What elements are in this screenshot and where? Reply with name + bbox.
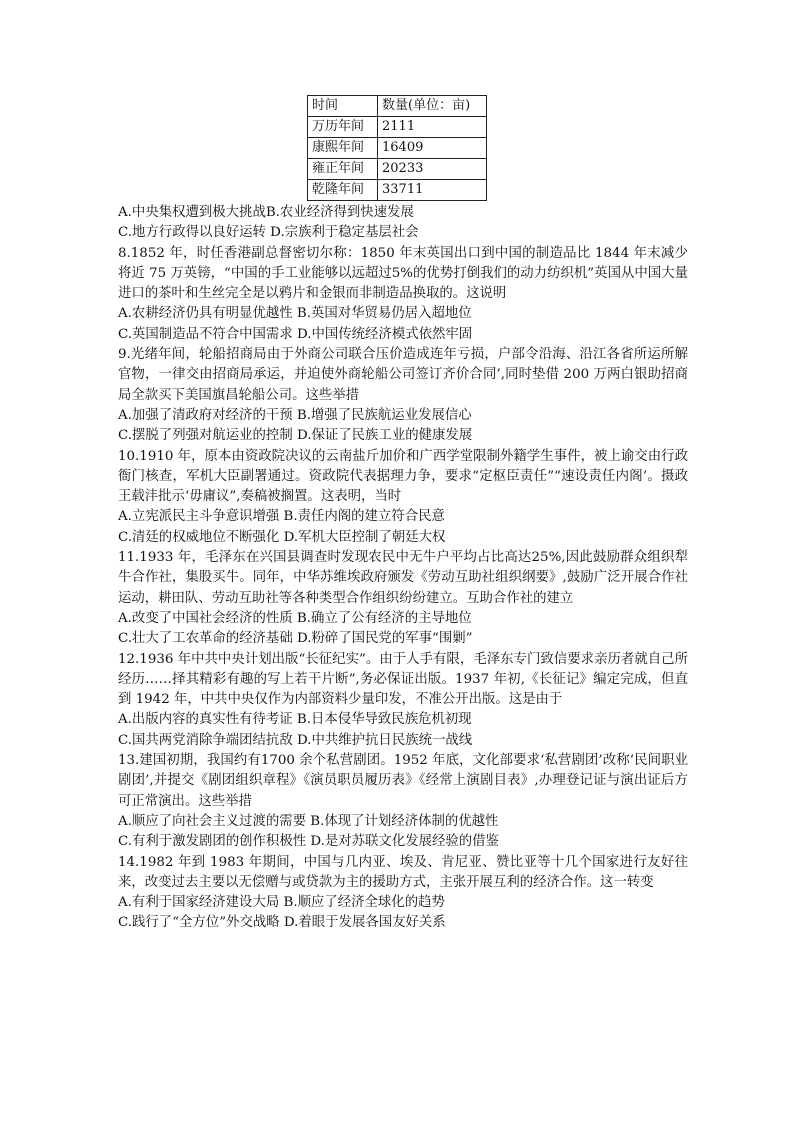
table-row [308,117,487,138]
table-cell: 康熙年间 [308,138,378,159]
option-line: C.摆脱了列强对航运业的控制 D.保证了民族工业的健康发展 [118,428,473,444]
option-line: A.农耕经济仍具有明显优越性 B.英国对华贸易仍居入超地位 [118,306,472,322]
option-line: A.改变了中国社会经济的性质 B.确立了公有经济的主导地位 [118,610,472,626]
option-line: C.地方行政得以良好运转 D.宗族利于稳定基层社会 [118,225,419,241]
option-line: A.加强了清政府对经济的干预 B.增强了民族航运业发展信心 [118,407,472,423]
option-line: A.有利于国家经济建设大局 B.顺应了经济全球化的趋势 [118,895,445,911]
table-row [308,159,487,180]
question-13-stem: 13.建国初期，我国约有1700 余个私营剧团。1952 年底，文化部要求‘私营剧团’改称‘民间职业剧团’,并提交《剧团组织章程》《演员职员履历表》《经常上演剧目表》,办理登记证与演出证后方可正常演出。这些举措 [118,753,688,809]
option-line: C.国共两党消除争端团结抗敌 D.中共维护抗日民族统一战线 [118,732,473,748]
option-line: C.清廷的权威地位不断强化 D.军机大臣控制了朝廷大权 [118,529,446,545]
question-9-stem: 9.光绪年间，轮船招商局由于外商公司联合压价造成连年亏损，户部令沿海、沿江各省所运所解官物，一律交由招商局承运，并迫使外商轮船公司签订齐价合同’,同时垫借 200 万两白银助招商局全款买下美国旗昌轮船公司。这些举措 [118,347,688,403]
table-row [308,138,487,159]
table-header-cell: 数量(单位：亩) [378,96,487,117]
option-line: A.中央集权遭到极大挑战B.农业经济得到快速发展 [118,205,414,220]
data-table [307,95,487,201]
table-cell: 雍正年间 [308,159,378,180]
question-10-stem: 10.1910 年，原本由资政院决议的云南盐斤加价和广西学堂限制外籍学生事件，被上谕交由行政衙门核查，军机大臣副署通过。资政院代表据理力争，要求“定枢臣责任”“速设责任内阁’。摄政王载沣批示‘毋庸议”,奏稿被搁置。这表明，当时 [118,448,688,505]
question-14-stem: 14.1982 年到 1983 年期间，中国与几内亚、埃及、肯尼亚、赞比亚等十几个国家进行友好往来，改变过去主要以无偿赠与或贷款为主的援助方式，主张开展互利的经济合作。这一转变 [118,854,688,890]
question-12-stem: 12.1936 年中共中央计划出版“长征纪实”。由于人手有限，毛泽东专门致信要求亲历者就自己所经历……择其精彩有趣的写上若干片断”,务必保证出版。1937 年初,《长征记》编定完成，但直到 1942 年，中共中央仅作为内部资料少量印发，不准公开出版。这是由于 [118,651,688,708]
option-line: C.践行了“全方位”外交战略 D.着眼于发展各国友好关系 [118,915,446,931]
option-line: A.立宪派民主斗争意识增强 B.责任内阁的建立符合民意 [118,509,445,525]
option-line: A.顺应了向社会主义过渡的需要 B.体现了计划经济体制的优越性 [118,813,499,829]
table-cell: 2111 [378,117,487,138]
option-line: C.壮大了工农革命的经济基础 D.粉碎了国民党的军事“围剿” [118,631,473,647]
table-cell: 16409 [378,138,487,159]
table-cell: 乾隆年间 [308,180,378,201]
question-11-stem: 11.1933 年，毛泽东在兴国县调查时发现农民中无牛户平均占比高达25%,因此鼓励群众组织犁牛合作社，集股买牛。同年，中华苏维埃政府颁发《劳动互助社组织纲要》,鼓励广泛开展合作社运动，耕田队、劳动互助社等各种类型合作组织纷纷建立。互助合作社的建立 [118,550,688,606]
table-cell: 33711 [378,180,487,201]
table-row [308,180,487,201]
table-header-cell: 时间 [308,96,378,117]
table-cell: 万历年间 [308,117,378,138]
table-cell: 20233 [378,159,487,180]
option-line: A.出版内容的真实性有待考证 B.日本侵华导致民族危机初现 [118,712,472,728]
question-8-stem: 8.1852 年，时任香港副总督密切尔称：1850 年末英国出口到中国的制造品比 1844 年末减少将近 75 万英镑，“中国的手工业能够以远超过5%的优势打倒我们的动力纺织机”英国从中国大量进口的茶叶和生丝完全是以鸦片和金银而非制造品换取的。这说明 [118,245,688,302]
question-text [118,203,688,934]
option-line: C.有利于激发剧团的创作积极性 D.是对苏联文化发展经验的借鉴 [118,834,499,850]
option-line: C.英国制造品不符合中国需求 D.中国传统经济模式依然牢固 [118,326,473,342]
table-header-row [308,96,487,117]
